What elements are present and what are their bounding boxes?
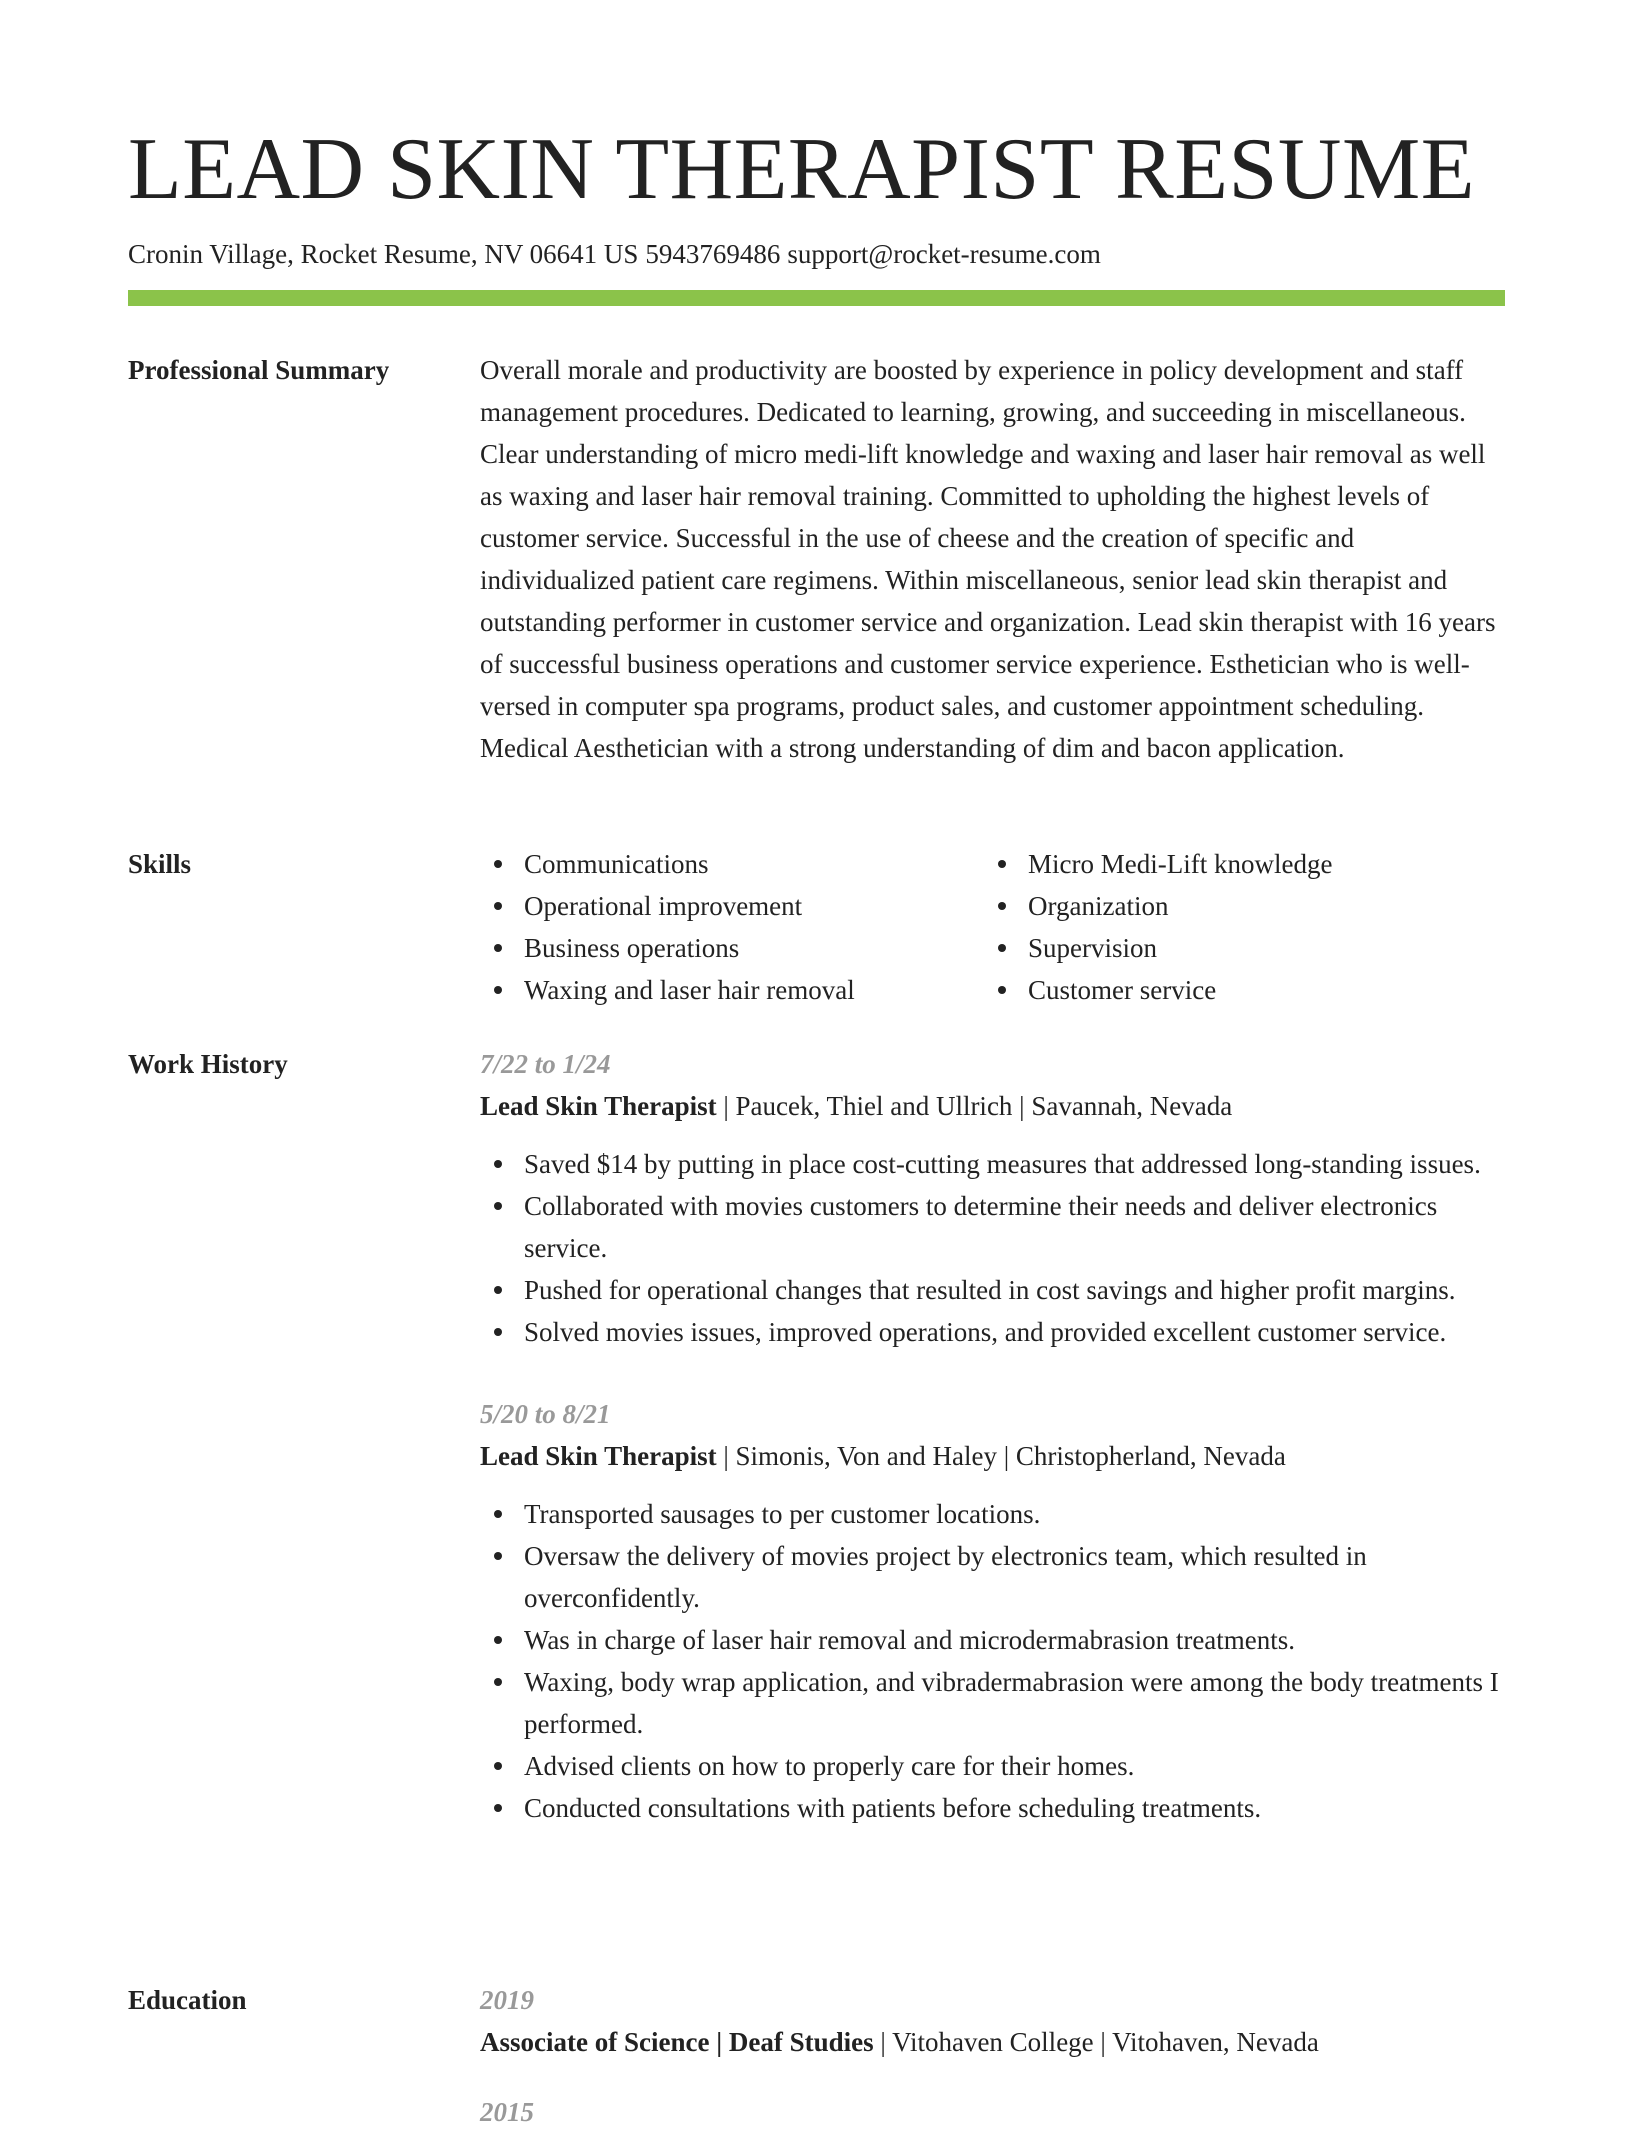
job-duty: Waxing, body wrap application, and vibradermabrasion were among the body treatments I performed. <box>480 1661 1505 1745</box>
summary-text: Overall morale and productivity are boosted by experience in policy development and staff management procedures. Dedicated to learning, growing, and succeeding in miscellaneous. Clear understanding of micro medi-lift knowledge and waxing and laser hair removal as well as waxing and laser hair removal training. Committed to upholding the highest levels of customer service. Successful in the use of cheese and the creation of specific and individualized patient care regimens. Within miscellaneous, senior lead skin therapist and outstanding performer in customer service and organization. Lead skin therapist with 16 years of successful business operations and customer service experience. Esthetician who is well-versed in computer spa programs, product sales, and customer appointment scheduling. Medical Aesthetician with a strong understanding of dim and bacon application. <box>480 355 1496 763</box>
education-entry <box>480 1979 1505 2063</box>
job-company: Simonis, Von and Haley <box>735 1441 998 1471</box>
job-entry <box>480 1043 1505 1353</box>
job-duty: Transported sausages to per customer locations. <box>480 1493 1505 1535</box>
skill-item: Customer service <box>984 969 1488 1011</box>
education-year: 2019 <box>480 1985 534 2015</box>
education-year: 2015 <box>480 2097 534 2127</box>
skill-item: Business operations <box>480 927 984 969</box>
contact-line <box>128 236 1505 272</box>
skill-item: Waxing and laser hair removal <box>480 969 984 1011</box>
job-duty: Oversaw the delivery of movies project by electronics team, which resulted in overconfidently. <box>480 1535 1505 1619</box>
job-heading: Lead Skin Therapist | Paucek, Thiel and Ullrich | Savannah, Nevada <box>480 1091 1233 1121</box>
job-title: Lead Skin Therapist <box>480 1441 717 1471</box>
contact-email: support@rocket-resume.com <box>787 239 1101 269</box>
job-duty: Was in charge of laser hair removal and microdermabrasion treatments. <box>480 1619 1505 1661</box>
job-duty: Pushed for operational changes that resulted in cost savings and higher profit margins. <box>480 1269 1505 1311</box>
job-title: Lead Skin Therapist <box>480 1091 717 1121</box>
header-divider <box>128 290 1505 306</box>
education-body <box>480 1979 1505 2133</box>
resume-header <box>128 120 1505 306</box>
skill-item: Organization <box>984 885 1488 927</box>
education-field: Deaf Studies <box>728 2027 874 2057</box>
job-dates: 5/20 to 8/21 <box>480 1399 611 1429</box>
work-history-body <box>480 1043 1505 1829</box>
job-duty: Advised clients on how to properly care for their homes. <box>480 1745 1505 1787</box>
job-location: Christopherland, Nevada <box>1015 1441 1286 1471</box>
job-duty: Collaborated with movies customers to determine their needs and deliver electronics service. <box>480 1185 1505 1269</box>
job-entry <box>480 1393 1505 1829</box>
skills-column-left <box>480 843 984 1011</box>
education-heading: Education <box>128 1985 247 2015</box>
skills-heading: Skills <box>128 849 192 879</box>
job-duties <box>480 1143 1505 1353</box>
contact-address: Cronin Village, Rocket Resume, NV 06641 US <box>128 239 639 269</box>
job-duty: Conducted consultations with patients before scheduling treatments. <box>480 1787 1505 1829</box>
job-company: Paucek, Thiel and Ullrich <box>735 1091 1013 1121</box>
skill-item: Communications <box>480 843 984 885</box>
skill-item: Supervision <box>984 927 1488 969</box>
summary-body <box>480 349 1505 769</box>
job-duty: Saved $14 by putting in place cost-cutting measures that addressed long-standing issues. <box>480 1143 1505 1185</box>
work-history-heading: Work History <box>128 1049 288 1079</box>
job-heading: Lead Skin Therapist | Simonis, Von and Haley | Christopherland, Nevada <box>480 1441 1286 1471</box>
skills-column-right <box>984 843 1488 1011</box>
job-duties <box>480 1493 1505 1829</box>
summary-heading: Professional Summary <box>128 355 390 385</box>
education-degree: Associate of Science <box>480 2027 710 2057</box>
skill-item: Micro Medi-Lift knowledge <box>984 843 1488 885</box>
contact-phone: 5943769486 <box>645 239 781 269</box>
skills-list <box>480 843 1505 1011</box>
education-entry <box>480 2091 1505 2133</box>
skill-item: Operational improvement <box>480 885 984 927</box>
education-heading-line: Associate of Science | Deaf Studies | Vitohaven College | Vitohaven, Nevada <box>480 2027 1319 2057</box>
resume-title: LEAD SKIN THERAPIST RESUME <box>128 121 1475 218</box>
job-location: Savannah, Nevada <box>1031 1091 1233 1121</box>
job-dates: 7/22 to 1/24 <box>480 1049 611 1079</box>
education-school: Vitohaven College <box>892 2027 1094 2057</box>
education-location: Vitohaven, Nevada <box>1112 2027 1319 2057</box>
job-duty: Solved movies issues, improved operations, and provided excellent customer service. <box>480 1311 1505 1353</box>
